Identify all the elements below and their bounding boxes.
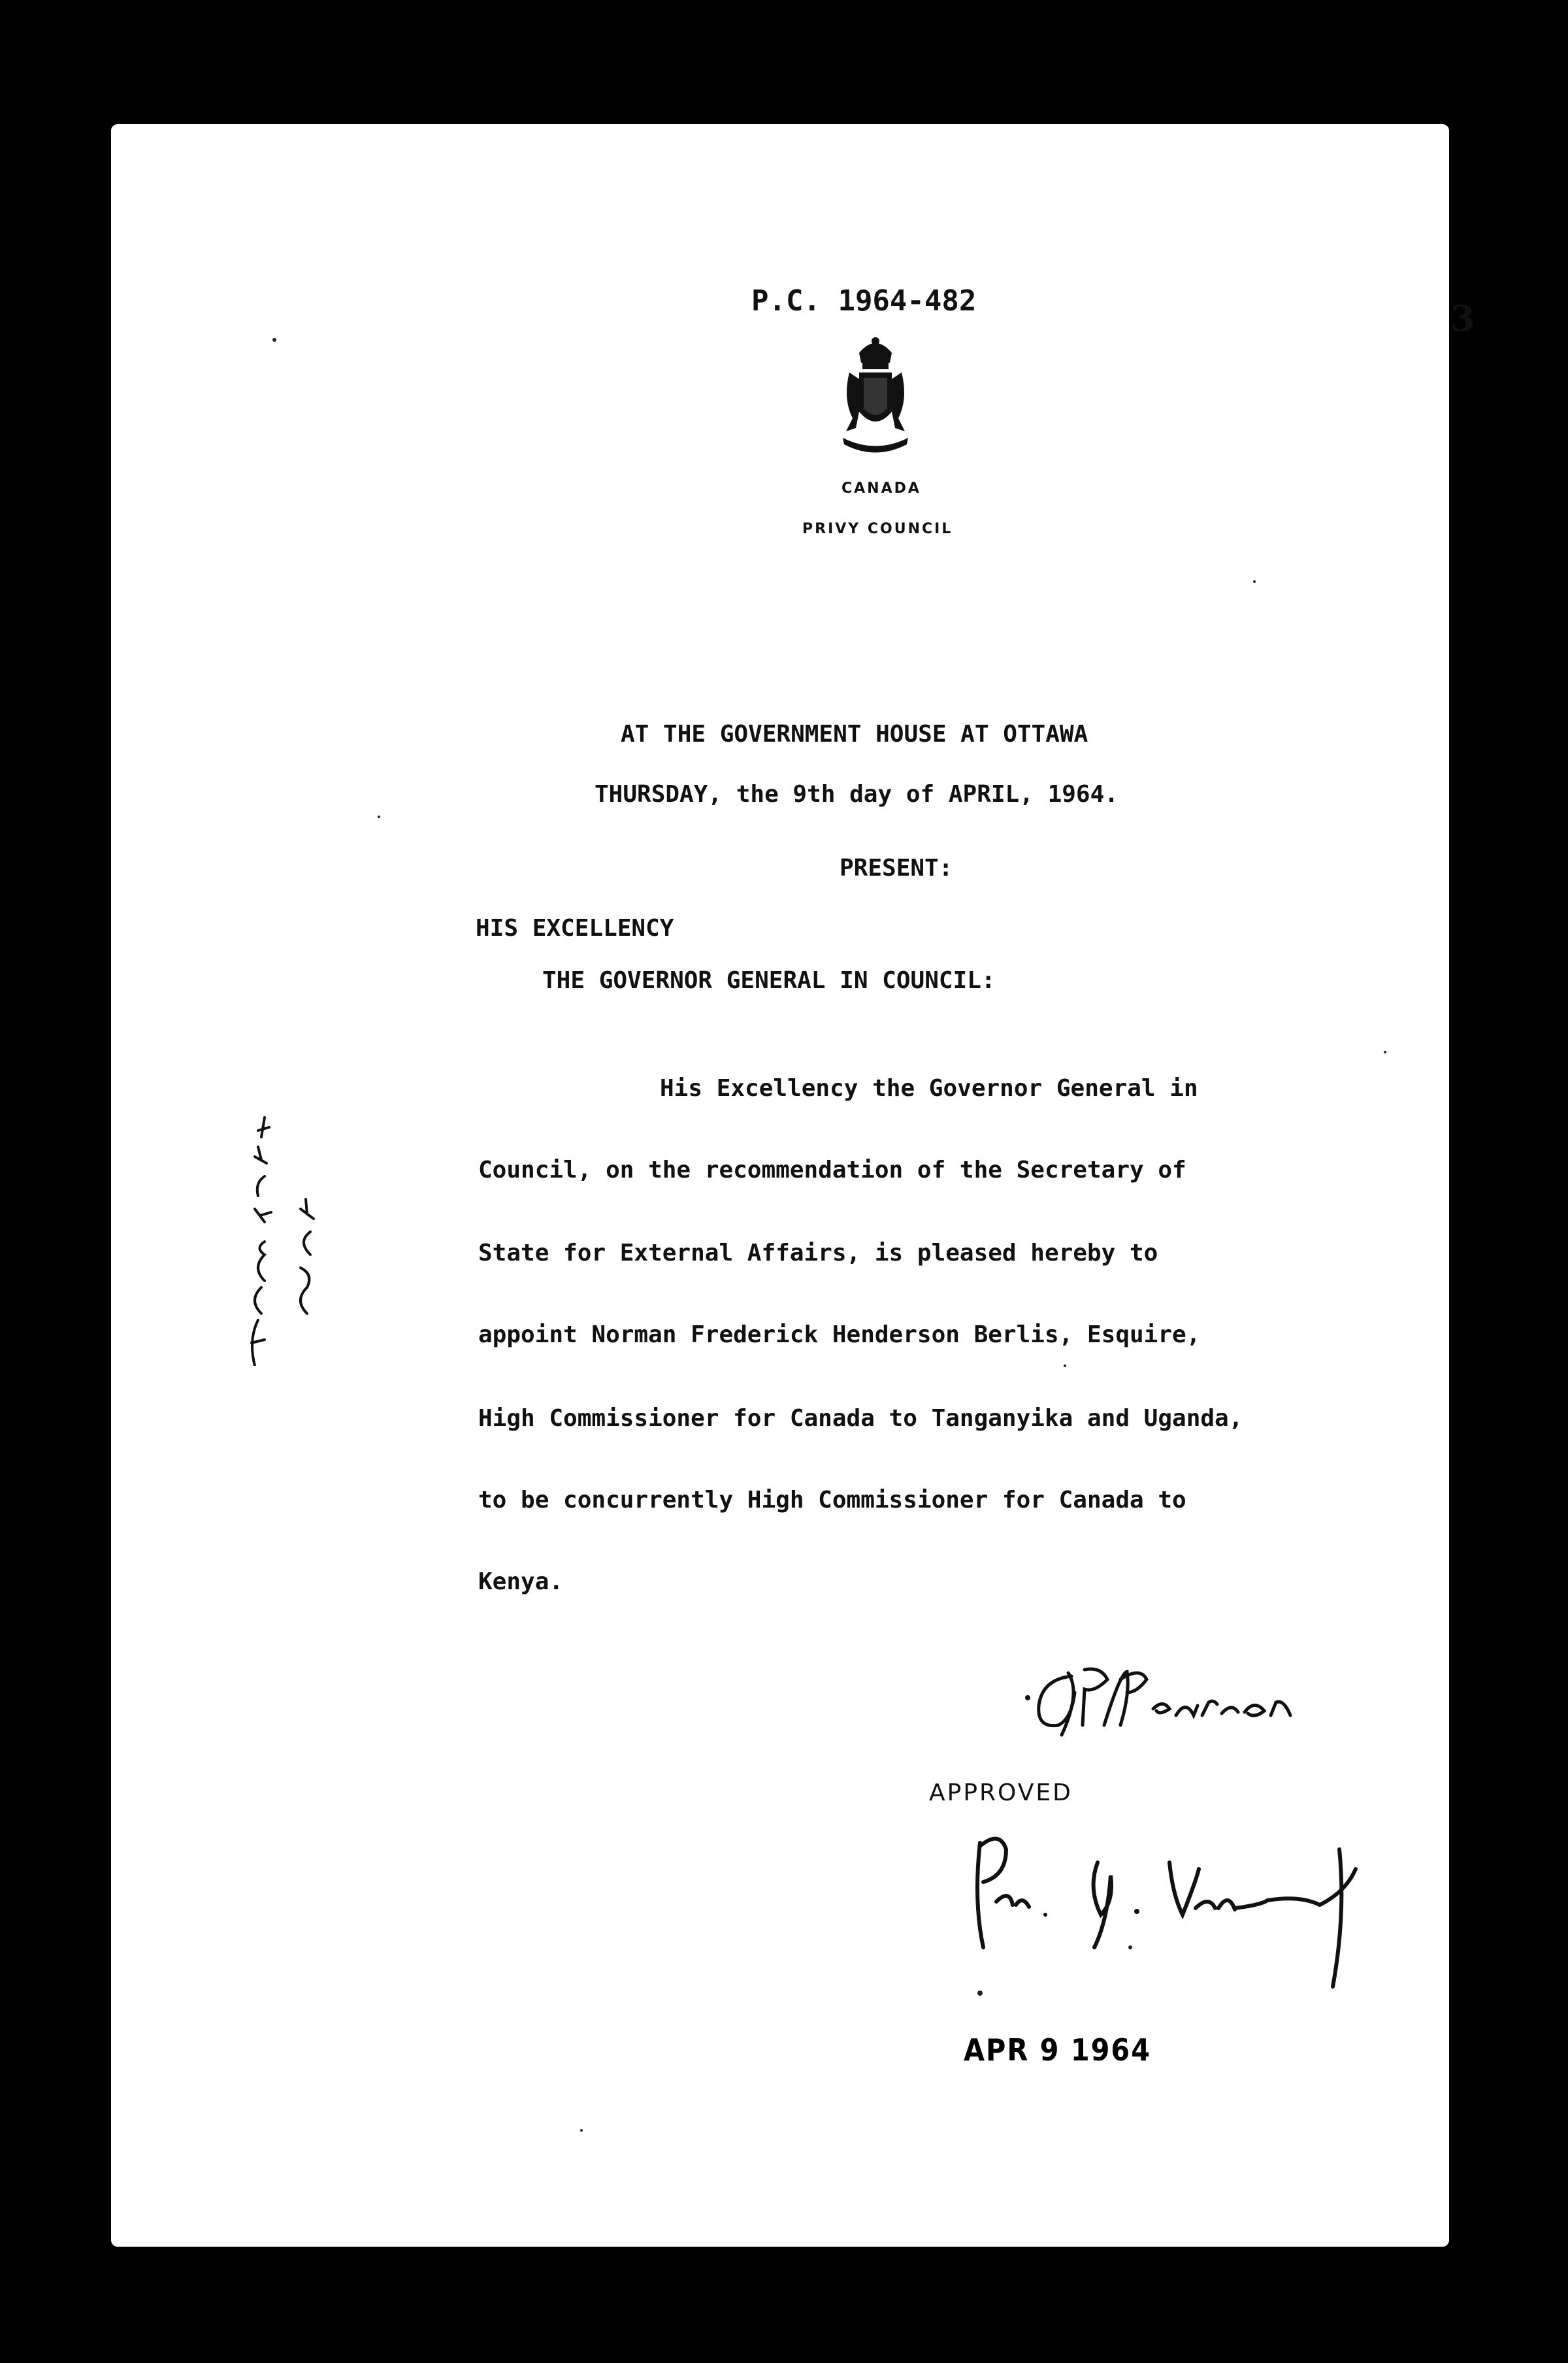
body-line: Council, on the recommendation of the Secretary of bbox=[478, 1157, 1186, 1183]
date-stamp: APR 9 1964 bbox=[964, 2032, 1151, 2068]
body-line: His Excellency the Governor General in bbox=[660, 1075, 1198, 1102]
excellency-line: HIS EXCELLENCY bbox=[476, 915, 674, 942]
order-number: P.C. 1964-482 bbox=[751, 284, 977, 318]
governor-line: THE GOVERNOR GENERAL IN COUNCIL: bbox=[542, 967, 996, 994]
body-line: High Commissioner for Canada to Tanganyika and Uganda, bbox=[478, 1405, 1243, 1432]
body-line: State for External Affairs, is pleased hereby to bbox=[478, 1240, 1158, 1266]
paper-specks bbox=[111, 124, 1449, 2247]
present-label: PRESENT: bbox=[840, 855, 953, 882]
page-number: 3 bbox=[1450, 297, 1475, 339]
crest-caption: CANADA bbox=[841, 480, 921, 497]
body-line: appoint Norman Frederick Henderson Berlis, Esquire, bbox=[478, 1321, 1201, 1348]
body-line: Kenya. bbox=[478, 1568, 564, 1595]
date-line: THURSDAY, the 9th day of APRIL, 1964. bbox=[595, 781, 1119, 808]
approved-label: APPROVED bbox=[929, 1779, 1073, 1806]
document-page bbox=[111, 124, 1475, 2247]
office-name: PRIVY COUNCIL bbox=[802, 521, 953, 537]
location-line: AT THE GOVERNMENT HOUSE AT OTTAWA bbox=[621, 721, 1088, 748]
body-line: to be concurrently High Commissioner for Canada to bbox=[478, 1487, 1186, 1513]
